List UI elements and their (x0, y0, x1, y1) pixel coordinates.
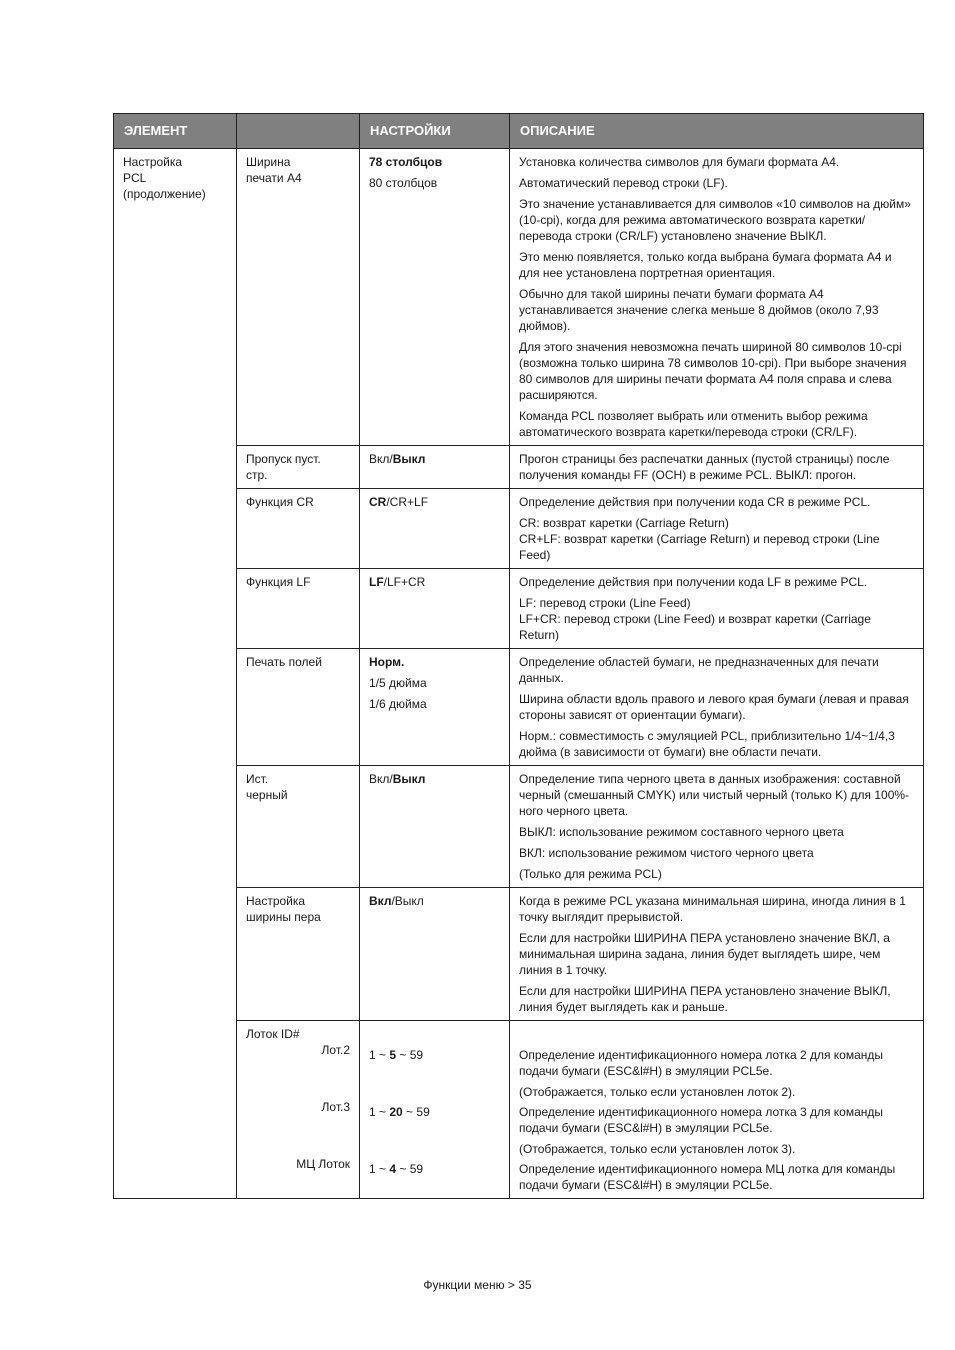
setting-option: 1 ~ (369, 1162, 390, 1176)
description-paragraph: Определение действия при получении кода LF в режиме PCL. (519, 575, 868, 589)
item-label-line: Печать полей (246, 655, 322, 669)
description-paragraph: Установка количества символов для бумаги формата A4. (519, 155, 840, 169)
description-cell (510, 489, 924, 569)
setting-default: CR (369, 495, 387, 509)
item-cell (237, 888, 360, 1021)
description-paragraph: Прогон страницы без распечатки данных (пустой страницы) после получения команды FF (OCH) в режиме PCL. ВЫКЛ: прогон. (519, 452, 890, 482)
settings-cell (360, 766, 510, 888)
element-label-line: (продолжение) (123, 187, 206, 201)
table-row (114, 149, 924, 446)
item-label-line: Настройка (246, 894, 306, 908)
tray-label: МЦ Лоток (296, 1157, 350, 1171)
header-blank (237, 114, 360, 149)
settings-table (113, 113, 924, 1199)
element-cell (114, 149, 237, 1199)
table-body (114, 149, 924, 1199)
description-paragraph: ВКЛ: использование режимом чистого черного цвета (519, 846, 814, 860)
description-cell (510, 149, 924, 446)
item-cell (237, 149, 360, 446)
element-label-line: Настройка (123, 155, 183, 169)
description-paragraph: Ширина области вдоль правого и левого края бумаги (левая и правая стороны зависят от ориентации бумаги). (519, 692, 909, 722)
tray-settings-block (369, 1047, 500, 1100)
item-cell (237, 766, 360, 888)
description-paragraph: Определение действия при получении кода CR в режиме PCL. (519, 495, 871, 509)
setting-option: 1 ~ (369, 1048, 390, 1062)
setting-option: 80 столбцов (369, 176, 438, 190)
element-label-line: PCL (123, 171, 147, 185)
setting-option: ~ 59 (396, 1048, 424, 1062)
description-cell (510, 888, 924, 1021)
tray-label: Лот.3 (321, 1100, 350, 1114)
item-cell (237, 446, 360, 489)
description-paragraph: Определение типа черного цвета в данных изображения: составной черный (смешанный CMYK) или чистый черный (только K) для 100%-ного черного цвета. (519, 772, 910, 818)
description-paragraph: Когда в режиме PCL указана минимальная ширина, иногда линия в 1 точку выглядит прерывистой. (519, 894, 906, 924)
description-paragraph: Это значение устанавливается для символов «10 символов на дюйм» (10-cpi), когда для режима автоматического возврата каретки/перевода строки (CR/LF) установлено значение ВЫКЛ. (519, 197, 911, 243)
setting-default: Вкл (369, 894, 392, 908)
settings-line (369, 654, 500, 670)
table-header (114, 114, 924, 149)
header-description: ОПИСАНИЕ (510, 114, 924, 149)
settings-cell (360, 446, 510, 489)
setting-default: Норм. (369, 655, 405, 669)
item-label-line: Ист. (246, 772, 269, 786)
settings-cell (360, 888, 510, 1021)
setting-default: 4 (389, 1162, 397, 1176)
settings-line (369, 175, 500, 191)
setting-default: Выкл (392, 452, 426, 466)
header-element: ЭЛЕМЕНТ (114, 114, 237, 149)
item-label-line: Функция LF (246, 575, 311, 589)
setting-default: 5 (389, 1048, 397, 1062)
description-cell (510, 766, 924, 888)
tray-settings-block (369, 1104, 500, 1157)
item-label-line: печати A4 (246, 171, 302, 185)
description-paragraph: Команда PCL позволяет выбрать или отменить выбор режима автоматического возврата каретки/перевода строки (CR/LF). (519, 409, 868, 439)
description-paragraph: Если для настройки ШИРИНА ПЕРА установлено значение ВЫКЛ, линия будет выглядеть как и раньше. (519, 984, 891, 1014)
description-paragraph: (Отображается, только если установлен лоток 3). (519, 1142, 796, 1156)
description-paragraph: CR: возврат каретки (Carriage Return) CR+LF: возврат каретки (Carriage Return) и перевод строки (Line Feed) (519, 516, 880, 562)
settings-line (369, 451, 500, 467)
item-label-line: Ширина (246, 155, 291, 169)
description-paragraph: Автоматический перевод строки (LF). (519, 176, 728, 190)
setting-option: /LF+CR (383, 575, 426, 589)
item-label-line: стр. (246, 468, 268, 482)
description-cell (510, 446, 924, 489)
description-cell (510, 649, 924, 766)
description-paragraph: ВЫКЛ: использование режимом составного черного цвета (519, 825, 844, 839)
description-paragraph: Норм.: совместимость с эмуляцией PCL, приблизительно 1/4~1/4,3 дюйма (в зависимости от бумаги) вне области печати. (519, 729, 895, 759)
settings-line (369, 574, 500, 590)
item-cell (237, 1021, 360, 1199)
description-paragraph: Определение идентификационного номера МЦ лотка для команды подачи бумаги (ESC&l#H) в эмуляции PCL5e. (519, 1162, 896, 1192)
setting-option: /Выкл (391, 894, 424, 908)
settings-line (369, 893, 500, 909)
setting-default: 78 столбцов (369, 155, 443, 169)
setting-option: /CR+LF (386, 495, 429, 509)
settings-line (369, 494, 500, 510)
setting-option: Вкл/ (369, 772, 393, 786)
item-cell (237, 569, 360, 649)
setting-option: 1/5 дюйма (369, 676, 427, 690)
setting-option: ~ 59 (396, 1162, 424, 1176)
settings-cell (360, 149, 510, 446)
settings-line (369, 696, 500, 712)
description-cell (510, 569, 924, 649)
description-paragraph: LF: перевод строки (Line Feed) LF+CR: перевод строки (Line Feed) и возврат каретки (Carriage Return) (519, 596, 871, 642)
settings-line (369, 154, 500, 170)
description-paragraph: Определение идентификационного номера лотка 2 для команды подачи бумаги (ESC&l#H) в эмуляции PCL5e. (519, 1048, 884, 1078)
setting-default: 20 (389, 1105, 403, 1119)
setting-default: LF (369, 575, 384, 589)
description-paragraph: Если для настройки ШИРИНА ПЕРА установлено значение ВКЛ, а минимальная ширина задана, линия будет выглядеть шире, чем линия в 1 точку. (519, 931, 890, 977)
setting-option: 1 ~ (369, 1105, 390, 1119)
settings-line (369, 771, 500, 787)
tray-title: Лоток ID# (246, 1027, 300, 1041)
description-cell (510, 1021, 924, 1199)
description-paragraph: (Отображается, только если установлен лоток 2). (519, 1085, 796, 1099)
page-footer: Функции меню > 35 (423, 1278, 532, 1292)
description-paragraph: Обычно для такой ширины печати бумаги формата A4 устанавливается значение слегка меньше 8 дюймов (около 7,93 дюймов). (519, 287, 879, 333)
settings-cell (360, 1021, 510, 1199)
item-label-line: Пропуск пуст. (246, 452, 321, 466)
item-cell (237, 489, 360, 569)
description-paragraph: Определение идентификационного номера лотка 3 для команды подачи бумаги (ESC&l#H) в эмуляции PCL5e. (519, 1105, 884, 1135)
settings-cell (360, 649, 510, 766)
item-label-line: черный (246, 788, 288, 802)
settings-cell (360, 489, 510, 569)
tray-label: Лот.2 (321, 1043, 350, 1057)
description-paragraph: (Только для режима PCL) (519, 867, 662, 881)
header-settings: НАСТРОЙКИ (360, 114, 510, 149)
setting-option: ~ 59 (402, 1105, 430, 1119)
settings-line (369, 675, 500, 691)
settings-cell (360, 569, 510, 649)
tray-description-block (519, 1104, 914, 1157)
description-paragraph: Для этого значения невозможна печать шириной 80 символов 10-cpi (возможна только ширина 78 символов 10-cpi). При выборе значения 80 символов для ширины печати формата A4 поля справа и слева расширяются. (519, 340, 907, 402)
setting-option: 1/6 дюйма (369, 697, 427, 711)
tray-settings-block (369, 1161, 500, 1193)
tray-description-block (519, 1161, 914, 1193)
tray-description-block (519, 1047, 914, 1100)
item-label-line: ширины пера (246, 910, 321, 924)
setting-default: Выкл (392, 772, 426, 786)
item-cell (237, 649, 360, 766)
description-paragraph: Определение областей бумаги, не предназначенных для печати данных. (519, 655, 879, 685)
description-paragraph: Это меню появляется, только когда выбрана бумага формата A4 и для нее установлена портретная ориентация. (519, 250, 892, 280)
item-label-line: Функция CR (246, 495, 314, 509)
setting-option: Вкл/ (369, 452, 393, 466)
